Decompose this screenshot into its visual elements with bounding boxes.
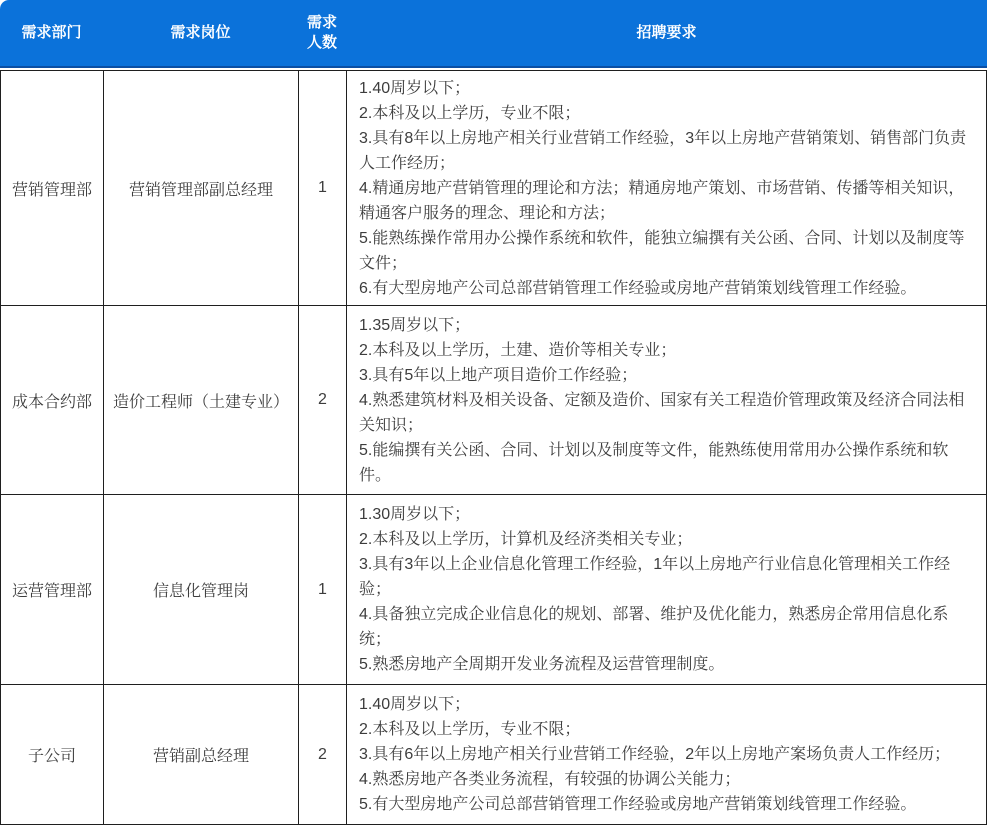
header-label-dept: 需求部门 <box>21 24 82 41</box>
requirement-item: 3.具有3年以上企业信息化管理工作经验，1年以上房地产行业信息化管理相关工作经验； <box>359 556 951 598</box>
requirement-item: 4.具备独立完成企业信息化的规划、部署、维护及优化能力，熟悉房企常用信息化系统； <box>359 606 949 648</box>
requirement-item: 6.有大型房地产公司总部营销管理工作经验或房地产营销策划线管理工作经验。 <box>359 279 917 297</box>
cell-position: 营销管理部副总经理 <box>104 71 299 305</box>
requirement-item: 4.精通房地产营销管理的理论和方法；精通房地产策划、市场营销、传播等相关知识，精通客户服务的理念、理论和方法； <box>359 179 965 222</box>
header-cell-requirements <box>346 0 987 66</box>
requirement-item: 4.熟悉房地产各类业务流程，有较强的协调公关能力； <box>359 771 741 788</box>
requirement-item: 1.35周岁以下； <box>359 316 471 334</box>
requirement-item: 1.40周岁以下； <box>359 79 471 97</box>
requirement-item: 2.本科及以上学历，专业不限； <box>359 104 581 122</box>
requirement-item: 5.有大型房地产公司总部营销管理工作经验或房地产营销策划线管理工作经验。 <box>359 796 917 813</box>
table-header-row <box>0 0 987 68</box>
requirement-item: 5.熟悉房地产全周期开发业务流程及运营管理制度。 <box>359 656 725 673</box>
cell-count: 2 <box>299 306 347 494</box>
requirement-item: 2.本科及以上学历，土建、造价等相关专业； <box>359 341 677 359</box>
cell-requirements <box>347 71 986 305</box>
table-body <box>0 70 987 825</box>
header-label-count: 需求 人数 <box>306 14 337 51</box>
table-row <box>1 306 986 495</box>
requirement-item: 4.熟悉建筑材料及相关设备、定额及造价、国家有关工程造价管理政策及经济合同法相关知识； <box>359 391 965 434</box>
cell-requirements <box>347 306 986 494</box>
requirement-item: 2.本科及以上学历，专业不限； <box>359 721 581 738</box>
header-cell-dept <box>0 0 103 66</box>
requirement-item: 3.具有5年以上地产项目造价工作经验； <box>359 366 638 384</box>
cell-requirements <box>347 685 986 824</box>
cell-position: 营销副总经理 <box>104 685 299 824</box>
table-row <box>1 495 986 685</box>
requirement-item: 1.30周岁以下； <box>359 506 471 523</box>
requirement-item: 3.具有6年以上房地产相关行业营销工作经验，2年以上房地产案场负责人工作经历； <box>359 746 951 763</box>
requirement-item: 3.具有8年以上房地产相关行业营销工作经验，3年以上房地产营销策划、销售部门负责人工作经历； <box>359 129 967 172</box>
cell-dept: 成本合约部 <box>1 306 104 494</box>
header-label-requirements: 招聘要求 <box>636 24 697 41</box>
table-row <box>1 685 986 824</box>
cell-count: 2 <box>299 685 347 824</box>
header-cell-position <box>103 0 298 66</box>
requirement-item: 2.本科及以上学历，计算机及经济类相关专业； <box>359 531 693 548</box>
cell-count: 1 <box>299 71 347 305</box>
requirement-item: 5.能编撰有关公函、合同、计划以及制度等文件，能熟练使用常用办公操作系统和软件。 <box>359 441 949 484</box>
cell-position: 信息化管理岗 <box>104 495 299 684</box>
cell-dept: 运营管理部 <box>1 495 104 684</box>
table-row <box>1 71 986 306</box>
cell-count: 1 <box>299 495 347 684</box>
requirement-item: 1.40周岁以下； <box>359 696 471 713</box>
header-label-position: 需求岗位 <box>170 24 231 41</box>
cell-position: 造价工程师（土建专业） <box>104 306 299 494</box>
requirement-item: 5.能熟练操作常用办公操作系统和软件，能独立编撰有关公函、合同、计划以及制度等文件； <box>359 229 965 272</box>
cell-dept: 子公司 <box>1 685 104 824</box>
header-cell-count <box>298 0 346 66</box>
cell-requirements <box>347 495 986 684</box>
cell-dept: 营销管理部 <box>1 71 104 305</box>
